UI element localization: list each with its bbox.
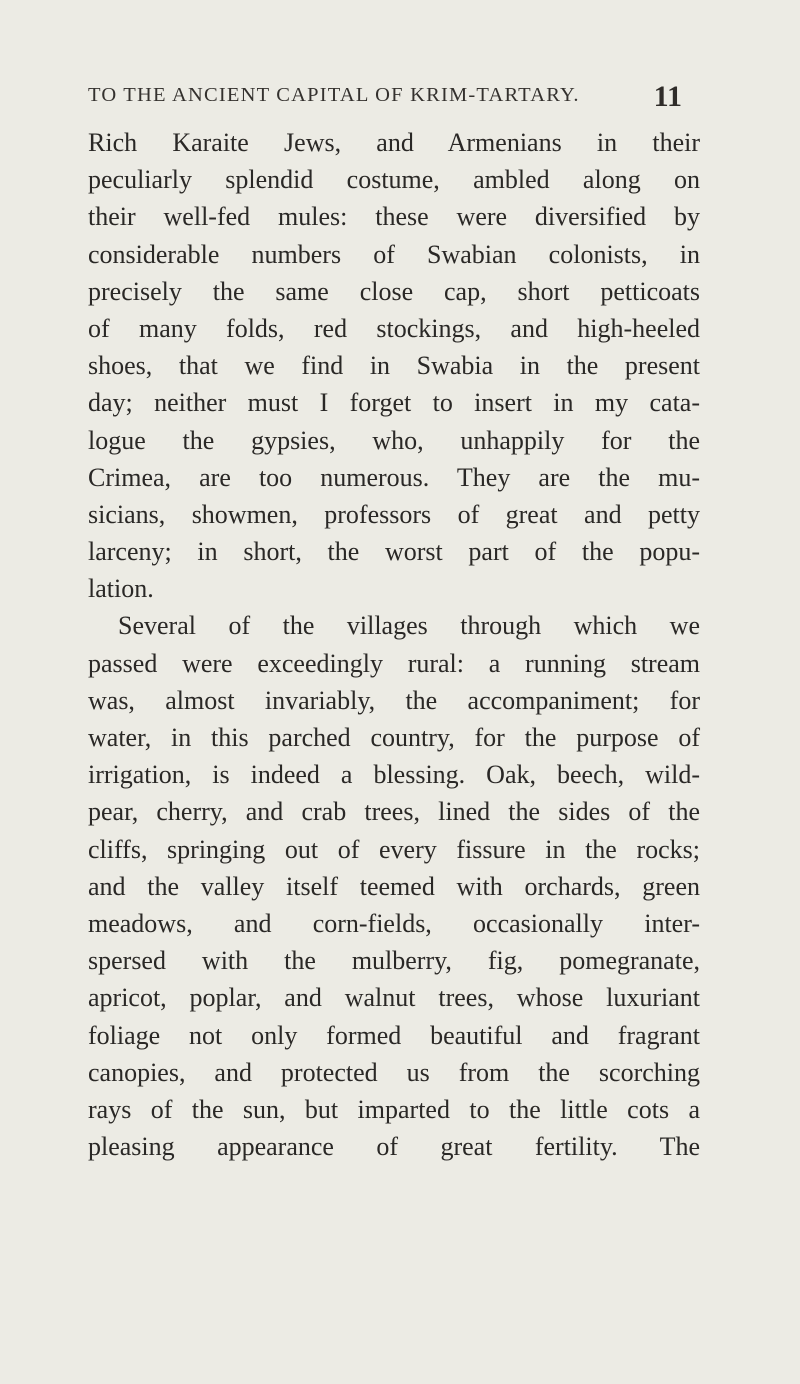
- text-line: Several of the villages through which we: [118, 611, 700, 641]
- text-line: considerable numbers of Swabian colonists, in: [88, 239, 700, 269]
- running-title: TO THE ANCIENT CAPITAL OF KRIM-TARTARY.: [88, 84, 580, 106]
- text-line: day; neither must I forget to insert in my cata-: [88, 388, 700, 418]
- text-line: canopies, and protected us from the scorching: [88, 1057, 700, 1087]
- text-line: water, in this parched country, for the purpose of: [88, 723, 700, 752]
- text-line: cliffs, springing out of every fissure in the rocks;: [88, 834, 700, 864]
- body-text: [88, 124, 700, 1165]
- text-line: Crimea, are too numerous. They are the mu-: [88, 462, 700, 492]
- text-line: spersed with the mulberry, fig, pomegranate,: [88, 946, 700, 976]
- text-line: apricot, poplar, and walnut trees, whose luxuriant: [88, 983, 700, 1013]
- text-line: logue the gypsies, who, unhappily for the: [88, 425, 700, 455]
- text-line: shoes, that we find in Swabia in the present: [88, 351, 700, 381]
- text-line: meadows, and corn-fields, occasionally inter-: [88, 908, 700, 938]
- text-line: precisely the same close cap, short petticoats: [88, 276, 700, 306]
- text-line: and the valley itself teemed with orchards, green: [88, 871, 700, 901]
- text-line: lation.: [88, 574, 154, 604]
- text-line: sicians, showmen, professors of great and petty: [88, 499, 700, 529]
- text-line: was, almost invariably, the accompaniment; for: [88, 685, 700, 715]
- text-line: of many folds, red stockings, and high-heeled: [88, 313, 700, 343]
- text-line: peculiarly splendid costume, ambled along on: [88, 165, 700, 195]
- text-line: larceny; in short, the worst part of the popu-: [88, 537, 700, 567]
- text-line: rays of the sun, but imparted to the little cots a: [88, 1094, 700, 1124]
- text-line: foliage not only formed beautiful and fragrant: [88, 1020, 700, 1050]
- text-line: pear, cherry, and crab trees, lined the sides of the: [88, 797, 700, 827]
- text-line: their well-fed mules: these were diversified by: [88, 202, 700, 232]
- text-line: Rich Karaite Jews, and Armenians in their: [88, 128, 700, 157]
- text-line: irrigation, is indeed a blessing. Oak, beech, wild-: [88, 760, 700, 790]
- running-head: [88, 80, 690, 114]
- page-number: 11: [653, 80, 682, 113]
- text-line: passed were exceedingly rural: a running stream: [88, 648, 700, 678]
- text-line: pleasing appearance of great fertility. The: [88, 1132, 700, 1162]
